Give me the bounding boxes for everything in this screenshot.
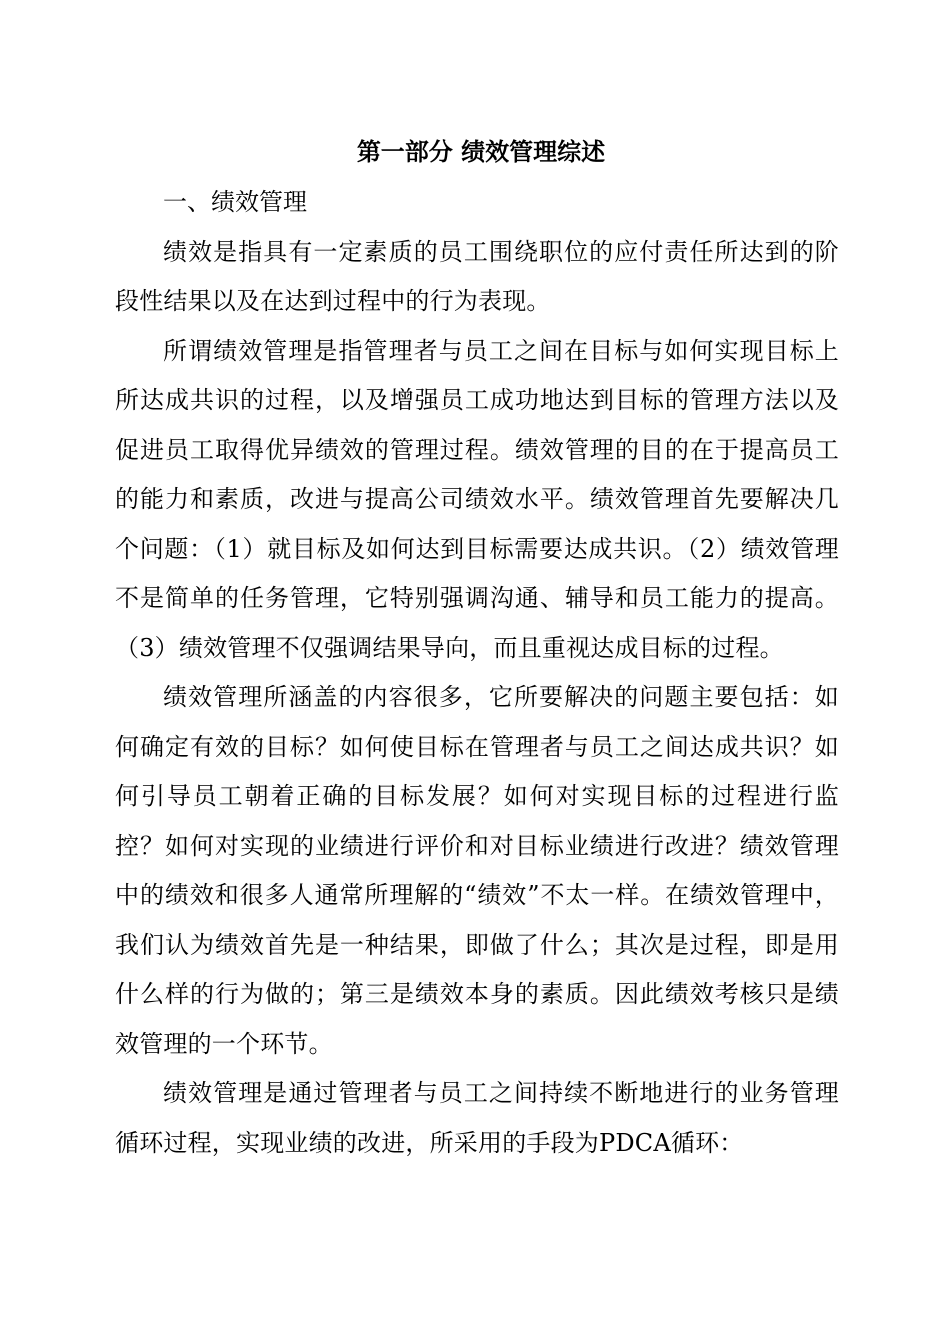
paragraph-definition: 绩效是指具有一定素质的员工围绕职位的应付责任所达到的阶段性结果以及在达到过程中的行为表现。 xyxy=(115,237,839,315)
section-heading: 一、绩效管理 xyxy=(163,188,307,216)
document-body xyxy=(115,126,839,1168)
paragraph-management: 所谓绩效管理是指管理者与员工之间在目标与如何实现目标上所达成共识的过程，以及增强员工成功地达到目标的管理方法以及促进员工取得优异绩效的管理过程。绩效管理的目的在于提高员工的能力和素质，改进与提高公司绩效水平。绩效管理首先要解决几个问题：（1）就目标及如何达到目标需要达成共识。（2）绩效管理不是简单的任务管理，它特别强调沟通、辅导和员工能力的提高。（3）绩效管理不仅强调结果导向，而且重视达成目标的过程。 xyxy=(115,336,839,662)
paragraph-pdca: 绩效管理是通过管理者与员工之间持续不断地进行的业务管理循环过程，实现业绩的改进，所采用的手段为PDCA循环： xyxy=(115,1079,839,1157)
document-title: 第一部分 绩效管理综述 xyxy=(356,137,606,166)
paragraph-scope: 绩效管理所涵盖的内容很多，它所要解决的问题主要包括：如何确定有效的目标？如何使目标在管理者与员工之间达成共识？如何引导员工朝着正确的目标发展？如何对实现目标的过程进行监控？如何对实现的业绩进行评价和对目标业绩进行改进？绩效管理中的绩效和很多人通常所理解的“绩效”不太一样。在绩效管理中，我们认为绩效首先是一种结果，即做了什么；其次是过程，即是用什么样的行为做的；第三是绩效本身的素质。因此绩效考核只是绩效管理的一个环节。 xyxy=(115,683,839,1058)
